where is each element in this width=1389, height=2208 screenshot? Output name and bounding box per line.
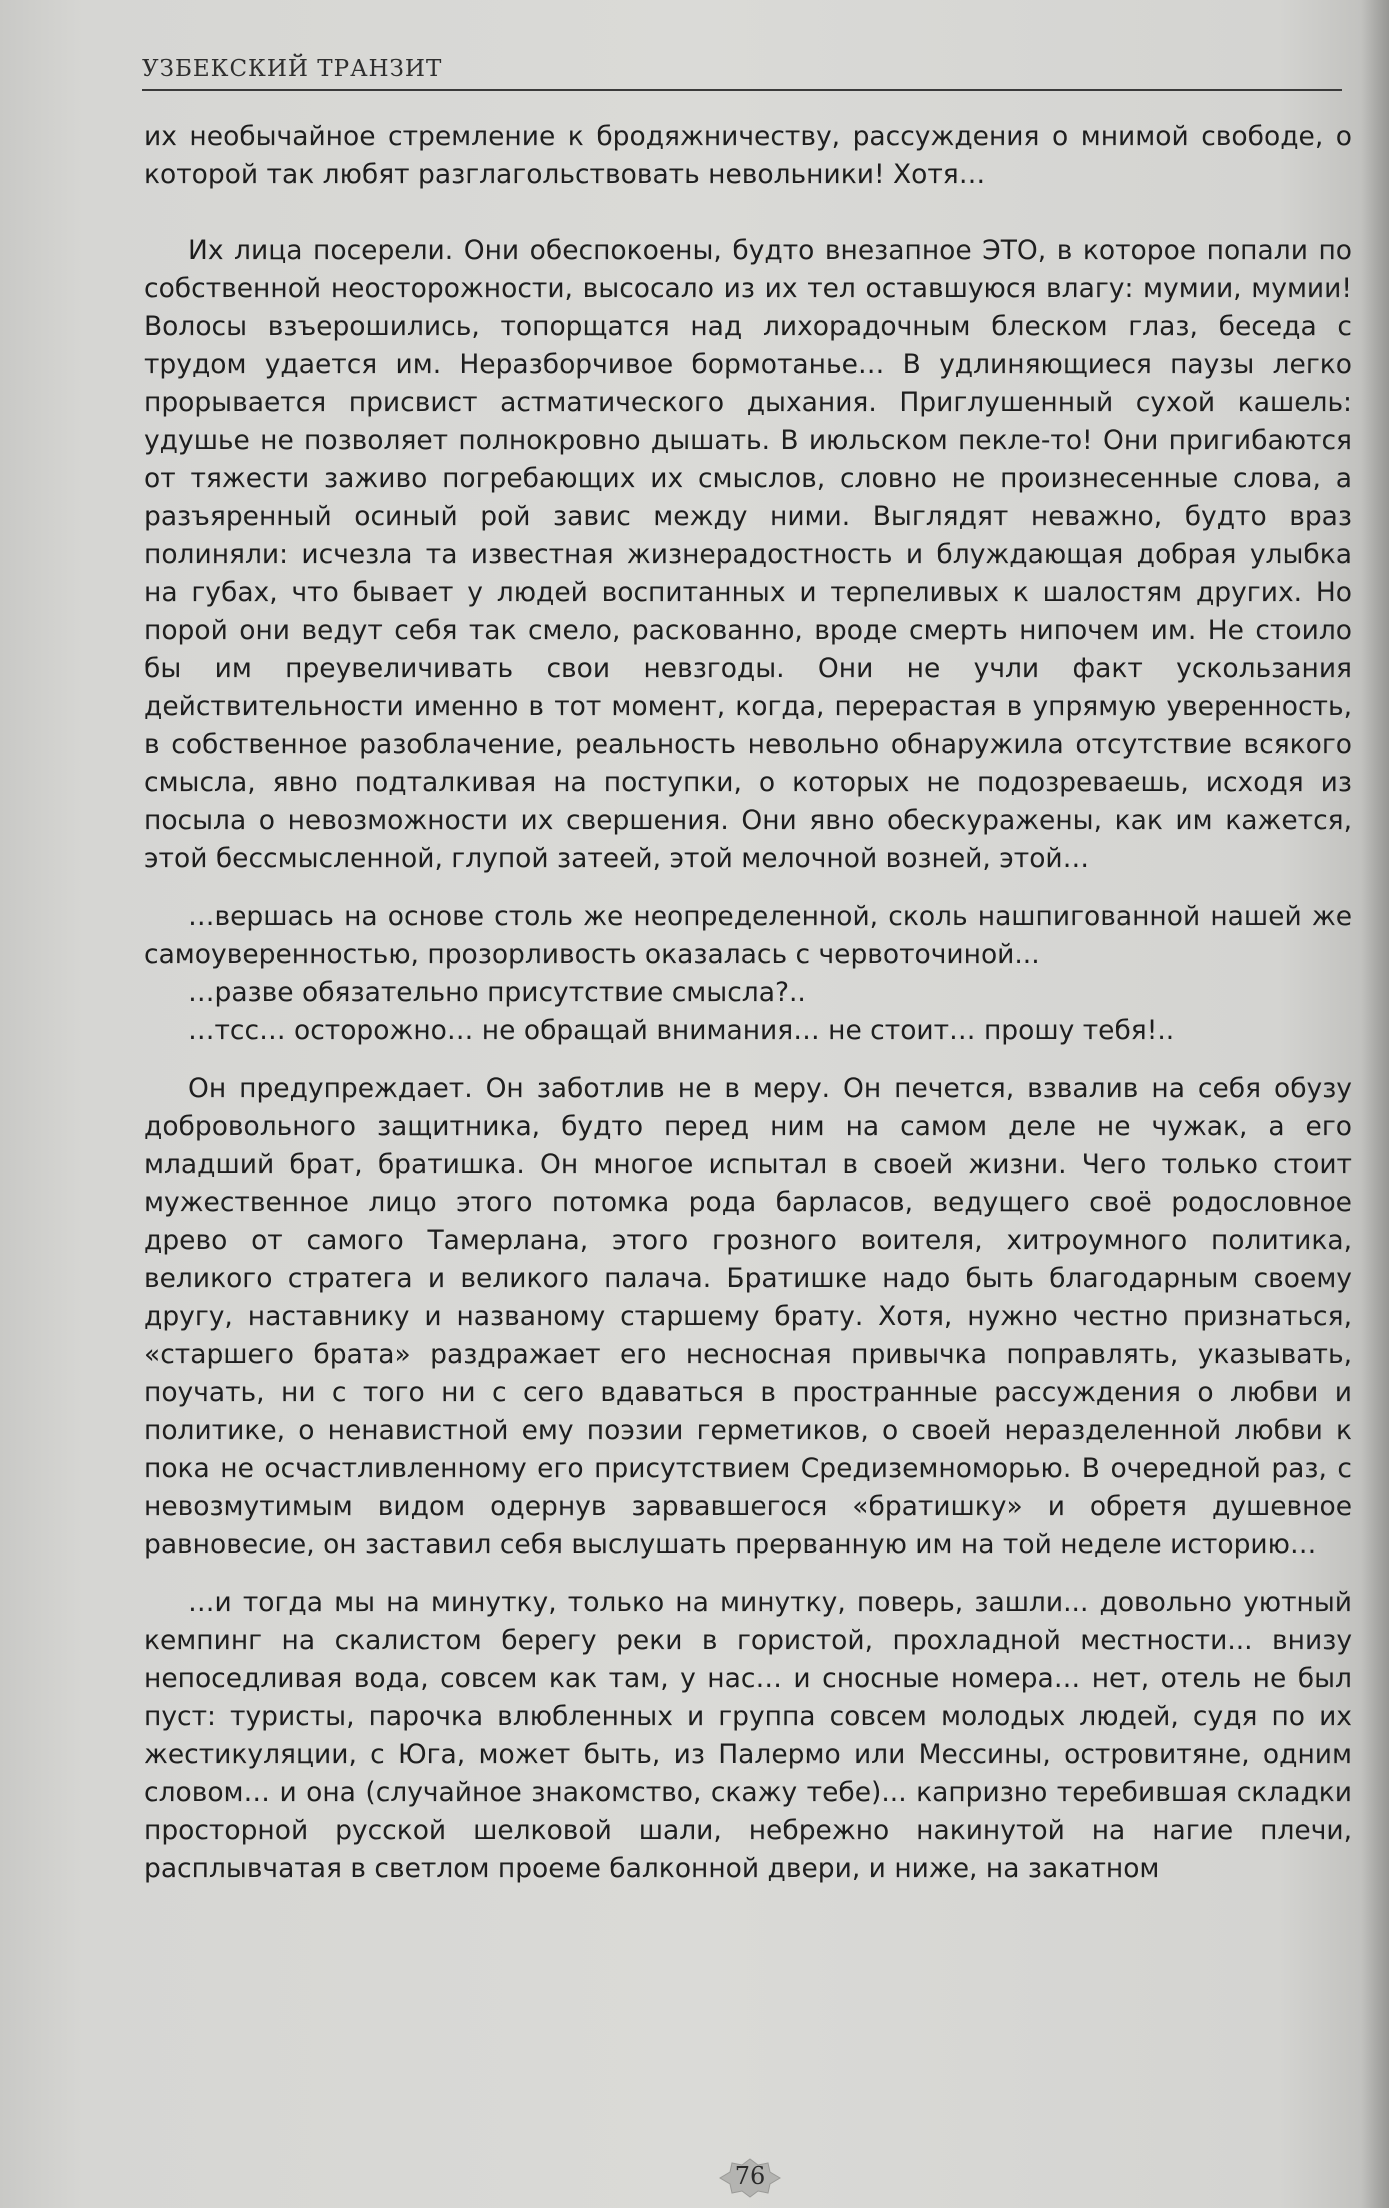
body-text bbox=[144, 118, 1352, 1888]
page-number-block bbox=[710, 2158, 790, 2198]
paragraph-gap bbox=[144, 194, 1352, 232]
paragraph-gap bbox=[144, 1564, 1352, 1584]
paragraph: …и тогда мы на минутку, только на минутку, поверь, зашли... довольно уютный кемпинг на скалистом берегу реки в гористой, прохладной местности... внизу непоседливая вода, совсем как там, у нас… и сносные номера… нет, отель не был пуст: туристы, парочка влюбленных и группа совсем молодых людей, судя по их жестикуляции, с Юга, может быть, из Палермо или Мессины, островитяне, одним словом… и она (случайное знакомство, скажу тебе)... капризно теребившая складки просторной русской шелковой шали, небрежно накинутой на нагие плечи, расплывчатая в светлом проеме балконной двери, и ниже, на закатном bbox=[144, 1587, 1352, 1884]
paragraph-gap bbox=[144, 1050, 1352, 1070]
paragraph: …тсс… осторожно… не обращай внимания… не стоит… прошу тебя!.. bbox=[188, 1015, 1175, 1046]
page-spine-shadow bbox=[1361, 0, 1389, 2208]
paragraph: Их лица посерели. Они обеспокоены, будто внезапное ЭТО, в которое попали по собственной неосторожности, высосало из их тел оставшуюся влагу: мумии, мумии! Волосы взъерошились, топорщатся над лихорадочным блеском глаз, беседа с трудом удается им. Неразборчивое бормотанье… В удлиняющиеся паузы легко прорывается присвист астматического дыхания. Приглушенный сухой кашель: удушье не позволяет полнокровно дышать. В июльском пекле-то! Они пригибаются от тяжести заживо погребающих их смыслов, словно не произнесенные слова, а разъяренный осиный рой завис между ними. Выглядят неважно, будто враз полиняли: исчезла та известная жизнерадостность и блуждающая добрая улыбка на губах, что бывает у людей воспитанных и терпеливых к шалостям других. Но порой они ведут себя так смело, раскованно, вроде смерть нипочем им. Не стоило бы им преувеличивать свои невзгоды. Они не учли факт ускользания действительности именно в тот момент, когда, перерастая в упрямую уверенность, в собственное разоблачение, реальность невольно обнаружила отсутствие всякого смысла, явно подталкивая на поступки, о которых не подозреваешь, исходя из посыла о невозможности их свершения. Они явно обескуражены, как им кажется, этой бессмысленной, глупой затеей, этой мелочной возней, этой… bbox=[144, 235, 1352, 874]
page-number: 76 bbox=[734, 2162, 766, 2190]
paragraph: их необычайное стремление к бродяжничеству, рассуждения о мнимой свободе, о которой так любят разглагольствовать невольники! Хотя… bbox=[144, 121, 1352, 190]
paragraph: …разве обязательно присутствие смысла?.. bbox=[188, 977, 806, 1008]
running-head-title: УЗБЕКСКИЙ ТРАНЗИТ bbox=[142, 56, 443, 82]
paragraph: Он предупреждает. Он заботлив не в меру. Он печется, взвалив на себя обузу добровольного защитника, будто перед ним на самом деле не чужак, а его младший брат, братишка. Он многое испытал в своей жизни. Чего только стоит мужественное лицо этого потомка рода барласов, ведущего своё родословное древо от самого Тамерлана, этого грозного воителя, хитроумного политика, великого стратега и великого палача. Братишке надо быть благодарным своему другу, наставнику и названому старшему брату. Хотя, нужно честно признаться, «старшего брата» раздражает его несносная привычка поправлять, указывать, поучать, ни с того ни с сего вдаваться в пространные рассуждения о любви и политике, о ненавистной ему поэзии герметиков, о своей неразделенной любви к пока не осчастливленному его присутствием Средиземноморью. В очередной раз, с невозмутимым видом одернув зарвавшегося «братишку» и обретя душевное равновесие, он заставил себя выслушать прерванную им на той неделе историю… bbox=[144, 1073, 1352, 1560]
running-head-rule bbox=[142, 89, 1342, 91]
paragraph-gap bbox=[144, 878, 1352, 898]
running-head bbox=[142, 56, 1342, 90]
paragraph: …вершась на основе столь же неопределенной, сколь нашпигованной нашей же самоуверенностью, прозорливость оказалась с червоточиной... bbox=[144, 901, 1352, 970]
